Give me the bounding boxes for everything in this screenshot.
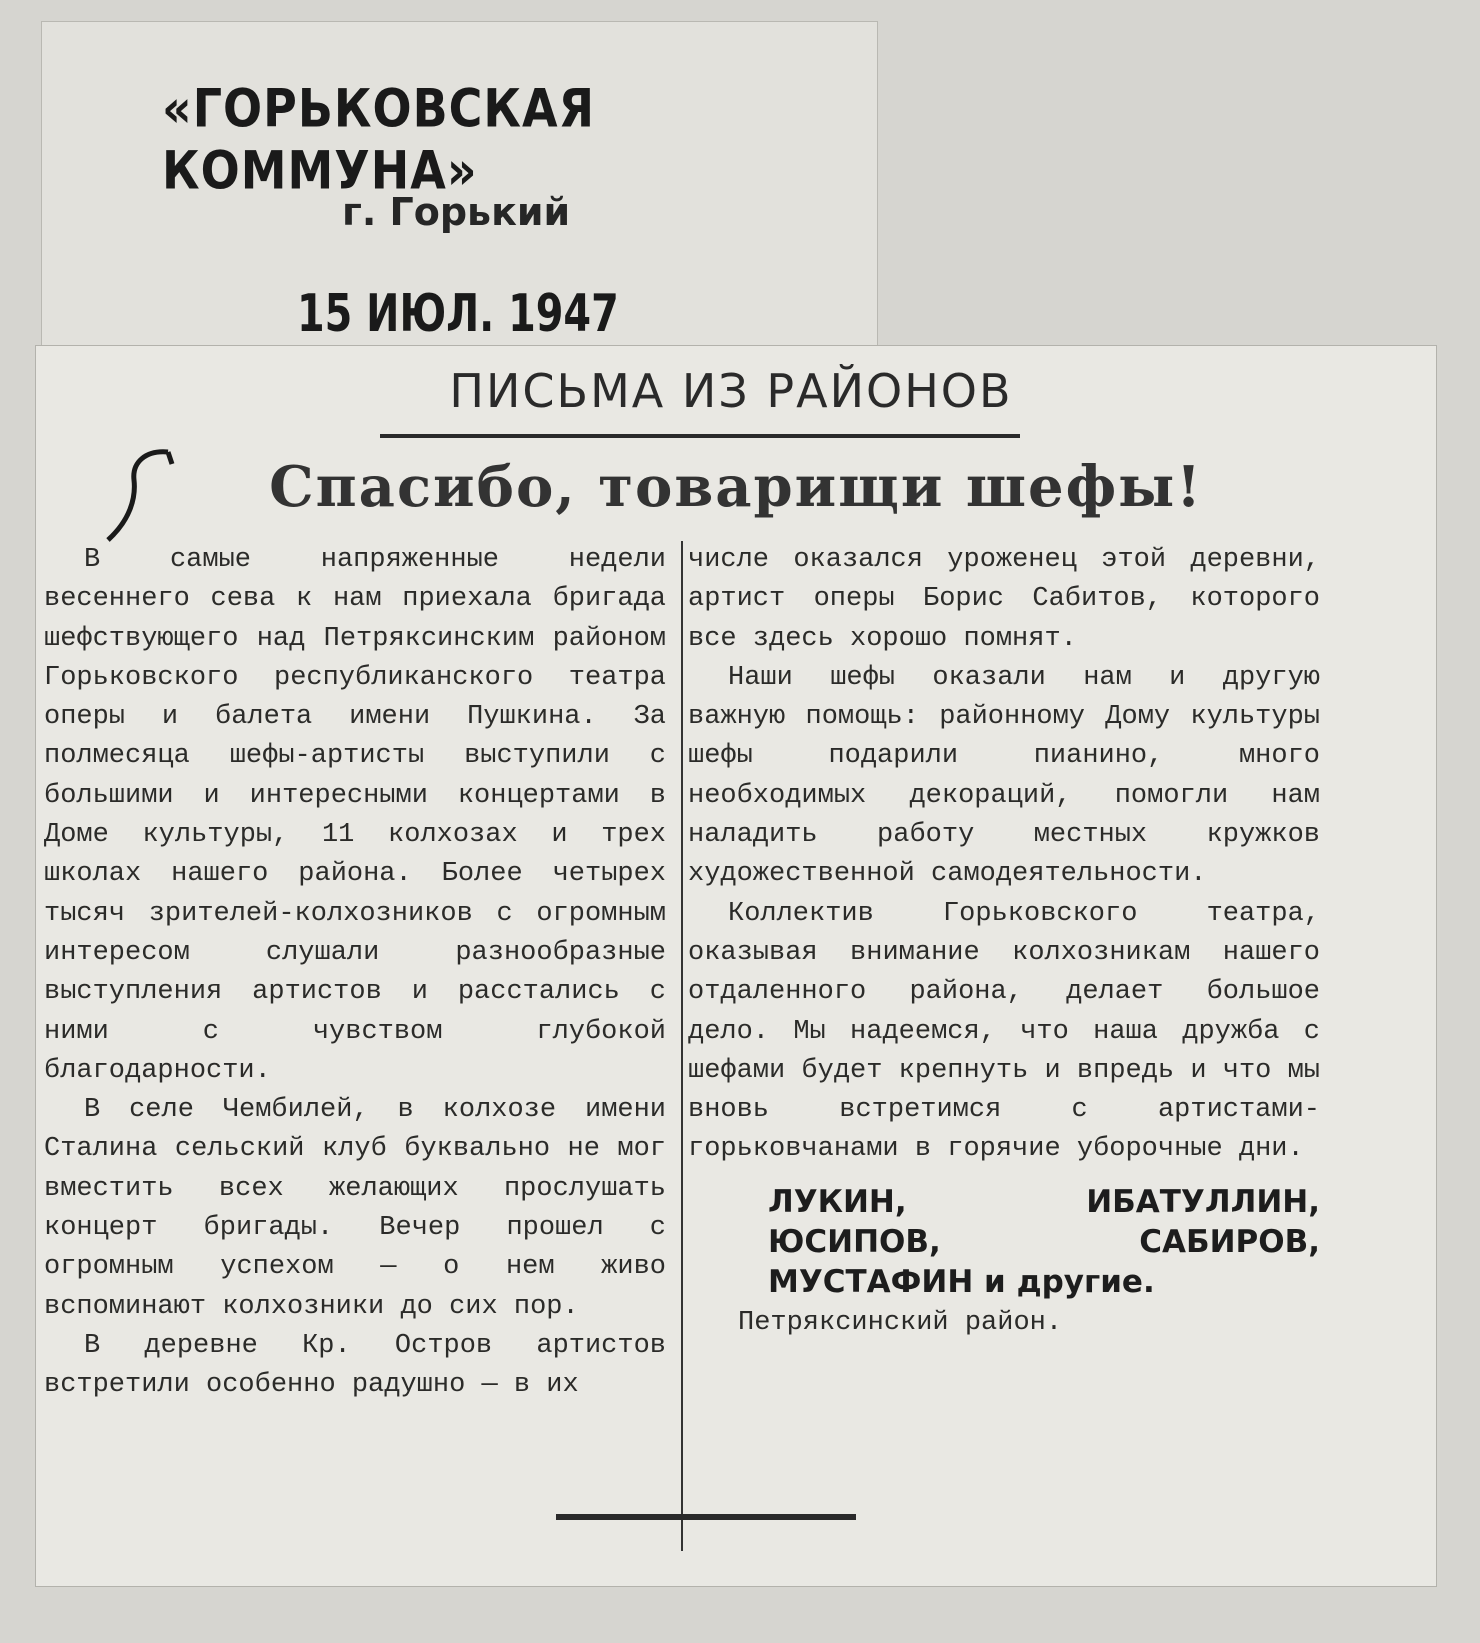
column-divider (681, 541, 683, 1551)
signatories: ЛУКИН, ИБАТУЛЛИН, ЮСИПОВ, САБИРОВ, МУСТАФИН и другие. (768, 1183, 1320, 1300)
rubric-title: ПИСЬМА ИЗ РАЙОНОВ (449, 364, 1013, 418)
article-clipping (36, 346, 1436, 1586)
paragraph: В деревне Кр. Остров артистов встретили особенно радушно — в их (44, 1330, 666, 1401)
article-headline: Спасибо, товарищи шефы! (269, 454, 1203, 520)
paragraph: В селе Чембилей, в колхозе имени Сталина сельский клуб буквально не мог вместить всех желающих прослушать концерт бригады. Вечер прошел с огромным успехом — о нем живо вспоминают колхозники до сих пор. (44, 1095, 666, 1322)
district-name: Петряксинский район. (738, 1307, 1063, 1338)
city-name: г. Горький (342, 190, 571, 234)
issue-date: 15 ИЮЛ. 1947 (297, 284, 619, 344)
newspaper-name: «ГОРЬКОВСКАЯ КОММУНА» (162, 77, 596, 202)
rubric-underline (380, 434, 1020, 438)
end-rule (556, 1514, 856, 1520)
paragraph: числе оказался уроженец этой деревни, артист оперы Борис Сабитов, которого все здесь хорошо помнят. (688, 545, 1320, 654)
article-column-right (688, 541, 1320, 1343)
paragraph: Наши шефы оказали нам и другую важную помощь: районному Дому культуры шефы подарили пианино, много необходимых декораций, помогли нам наладить работу местных кружков художественной самодеятельности. (688, 662, 1320, 890)
paragraph: В самые напряженные недели весеннего сева к нам приехала бригада шефствующего над Петряксинским районом Горьковского республиканского театра оперы и балета имени Пушкина. За полмесяца шефы-артисты выступили с большими и интересными концертами в Доме культуры, 11 колхозах и трех школах нашего района. Более четырех тысяч зрителей-колхозников с огромным интересом слушали разнообразные выступления артистов и расстались с ними с чувством глубокой благодарности. (44, 545, 666, 1086)
handwritten-mark-icon (96, 446, 176, 546)
newspaper-stamp (42, 22, 877, 352)
paragraph: Коллектив Горьковского театра, оказывая внимание колхозникам нашего отдаленного района, делает большое дело. Мы надеемся, что наша дружба с шефами будет крепнуть и впредь и что мы вновь встретимся с артистами-горьковчанами в горячие уборочные дни. (688, 898, 1320, 1165)
article-column-left (44, 541, 666, 1406)
